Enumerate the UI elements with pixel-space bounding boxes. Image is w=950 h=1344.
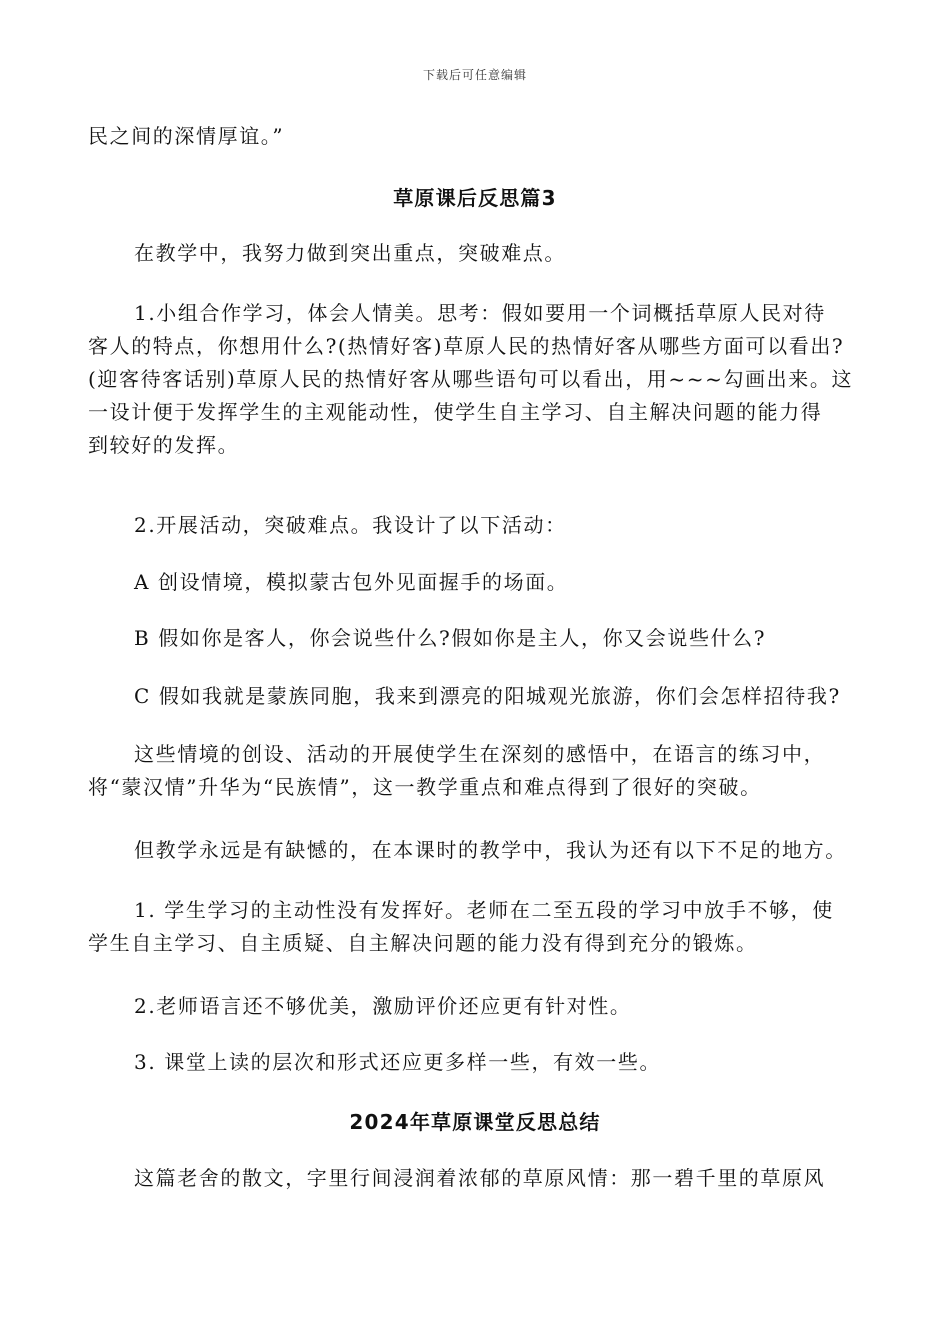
text-line: 一设计便于发挥学生的主观能动性，使学生自主学习、自主解决问题的能力得 xyxy=(88,400,823,424)
text-line: 到较好的发挥。 xyxy=(88,433,240,457)
text-line: 客人的特点，你想用什么?(热情好客)草原人民的热情好客从哪些方面可以看出? xyxy=(88,334,845,358)
section-heading-reflection-3: 草原课后反思篇3 xyxy=(393,186,557,210)
text-line: 将“蒙汉情”升华为“民族情”，这一教学重点和难点得到了很好的突破。 xyxy=(88,775,762,799)
text-line: 2.老师语言还不够优美，激励评价还应更有针对性。 xyxy=(134,994,632,1018)
activity-b xyxy=(88,622,878,655)
text-line: 1. 学生学习的主动性没有发挥好。老师在二至五段的学习中放手不够，使 xyxy=(134,898,834,922)
shortcoming-2 xyxy=(88,990,878,1023)
text-line: 学生自主学习、自主质疑、自主解决问题的能力没有得到充分的锻炼。 xyxy=(88,931,758,955)
text-line: 民之间的深情厚谊。” xyxy=(88,124,285,148)
shortcoming-1 xyxy=(88,894,878,960)
paragraph-intro xyxy=(88,237,878,270)
activity-c xyxy=(88,680,878,713)
text-line: A 创设情境，模拟蒙古包外见面握手的场面。 xyxy=(134,570,569,594)
text-line: 这些情境的创设、活动的开展使学生在深刻的感悟中，在语言的练习中， xyxy=(134,742,826,766)
paragraph-activities xyxy=(88,509,878,542)
paragraph-essay xyxy=(88,1162,878,1195)
paragraph-continued xyxy=(88,120,878,153)
text-line: 这篇老舍的散文，字里行间浸润着浓郁的草原风情：那一碧千里的草原风 xyxy=(134,1166,826,1190)
page-header: 下载后可任意编辑 xyxy=(422,68,527,82)
text-line: B 假如你是客人，你会说些什么?假如你是主人，你又会说些什么? xyxy=(134,626,767,650)
text-line: 在教学中，我努力做到突出重点，突破难点。 xyxy=(134,241,566,265)
text-line: 1.小组合作学习，体会人情美。思考：假如要用一个词概括草原人民对待 xyxy=(134,301,826,325)
section-heading-summary-2024: 2024年草原课堂反思总结 xyxy=(349,1110,601,1134)
text-line: 但教学永远是有缺憾的，在本课时的教学中，我认为还有以下不足的地方。 xyxy=(134,838,847,862)
text-line: 2.开展活动，突破难点。我设计了以下活动： xyxy=(134,513,567,537)
paragraph-group-study xyxy=(88,297,878,462)
text-line: 3. 课堂上读的层次和形式还应更多样一些，有效一些。 xyxy=(134,1050,662,1074)
text-line: C 假如我就是蒙族同胞，我来到漂亮的阳城观光旅游，你们会怎样招待我? xyxy=(134,684,841,708)
text-line: (迎客待客话别)草原人民的热情好客从哪些语句可以看出，用~~~勾画出来。这 xyxy=(88,367,854,391)
paragraph-summary xyxy=(88,738,878,804)
shortcoming-3 xyxy=(88,1046,878,1079)
paragraph-shortcomings xyxy=(88,834,878,867)
activity-a xyxy=(88,566,878,599)
